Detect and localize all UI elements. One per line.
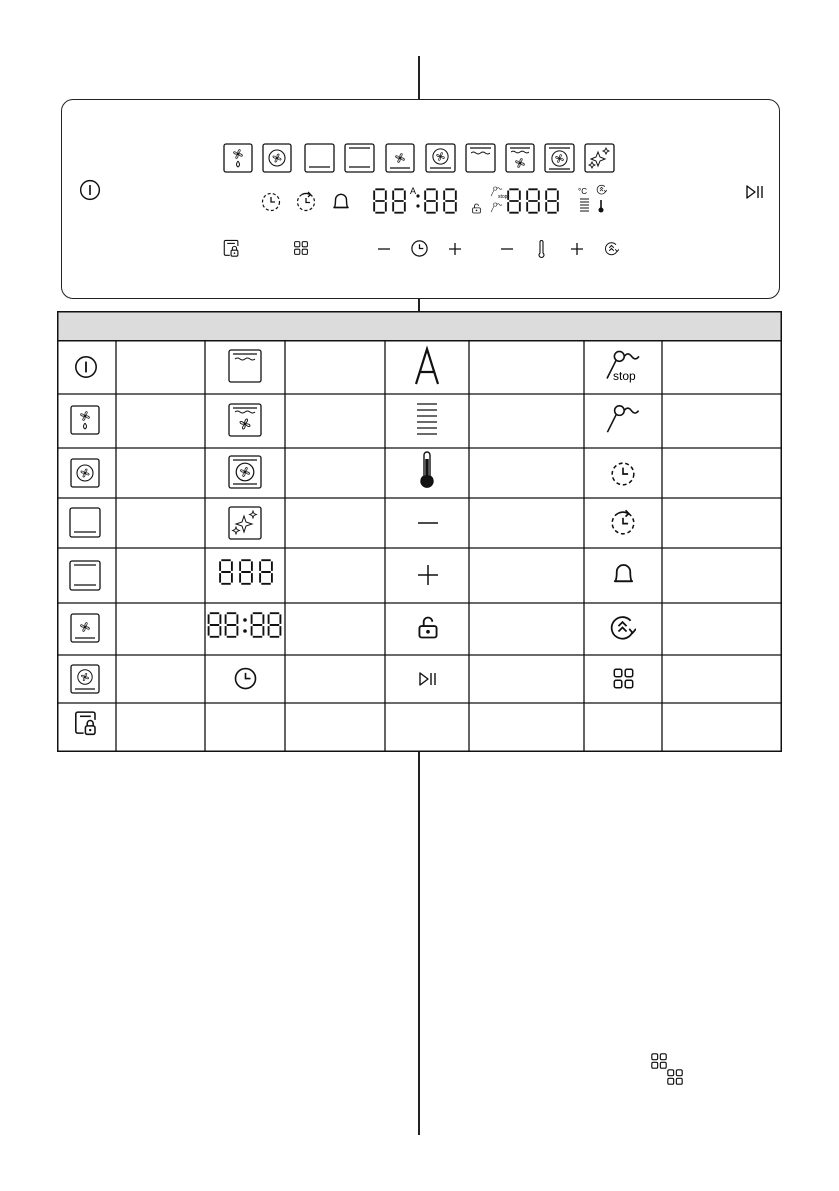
legend-stop-label: stop	[613, 369, 636, 383]
legend-probe-icon	[607, 406, 638, 432]
legend-drawing	[57, 311, 782, 752]
temp-plus-button[interactable]	[571, 243, 583, 255]
bell-indicator	[333, 194, 348, 207]
legend-unlock-icon	[419, 618, 436, 638]
thermometer-button[interactable]	[539, 241, 544, 258]
function-icons-row	[224, 144, 614, 172]
legend-auto-a-icon	[416, 349, 438, 384]
legend-top-bottom-heat-icon	[70, 561, 100, 590]
legend-time-display-icon	[209, 613, 281, 637]
time-plus-button[interactable]	[449, 243, 461, 255]
legend-clean-sparkle-icon	[229, 507, 261, 539]
thermometer-indicator	[599, 200, 604, 213]
legend-bell-icon	[614, 565, 633, 581]
legend-level-bars-icon	[417, 404, 437, 434]
legend-clock-icon	[236, 669, 256, 689]
legend-grill-icon	[229, 350, 261, 382]
duration-timer-indicator	[263, 194, 280, 211]
auto-indicator: A	[409, 186, 417, 196]
legend-plus-icon	[418, 565, 438, 585]
center-divider-top	[418, 56, 420, 99]
fan-drop-icon[interactable]	[224, 144, 252, 172]
legend-column-lines	[116, 341, 662, 752]
legend-grill-fan-icon	[229, 404, 261, 436]
child-lock-button[interactable]	[224, 240, 238, 256]
legend-ring-fan-bottom-icon	[71, 665, 99, 693]
multi-grid-icon	[650, 1052, 688, 1090]
lock-indicator	[473, 204, 481, 213]
legend-fan-drop-icon	[71, 406, 99, 434]
power-button[interactable]	[81, 181, 100, 200]
ring-fan-bottom-icon[interactable]	[426, 144, 455, 172]
level-bars-indicator	[580, 199, 589, 211]
center-divider-bottom	[418, 752, 420, 1135]
legend-body	[58, 341, 782, 752]
celsius-unit: °C	[578, 187, 587, 196]
legend-end-timer-icon	[612, 510, 634, 534]
legend-child-lock-icon	[76, 712, 95, 734]
legend-row-lines	[57, 394, 782, 703]
grill-ring-fan-icon[interactable]	[545, 144, 574, 172]
legend-three-digit-display-icon	[220, 560, 272, 584]
legend-play-pause-icon	[420, 673, 435, 685]
symbol-legend-table	[57, 311, 782, 752]
probe-indicator	[491, 203, 502, 212]
grill-icon[interactable]	[466, 144, 495, 172]
legend-menu-grid-icon	[614, 669, 632, 687]
top-bottom-heat-icon[interactable]	[345, 144, 374, 172]
clean-sparkle-icon[interactable]	[585, 144, 614, 172]
legend-fan-bottom-icon	[71, 614, 99, 642]
legend-bottom-heat-icon	[70, 508, 100, 537]
hotair-fan-icon[interactable]	[263, 144, 291, 172]
legend-grill-ring-fan-icon	[229, 456, 261, 488]
legend-hotair-fan-icon	[71, 459, 99, 487]
bottom-heat-icon[interactable]	[305, 144, 334, 172]
temperature-display	[508, 189, 558, 212]
legend-fast-heat-icon	[612, 617, 636, 639]
grill-fan-icon[interactable]	[506, 144, 534, 172]
end-timer-indicator	[298, 192, 315, 211]
legend-duration-timer-icon	[612, 463, 634, 485]
fast-heat-button[interactable]	[605, 243, 619, 255]
fan-bottom-icon[interactable]	[386, 144, 414, 172]
start-pause-button[interactable]	[747, 186, 762, 198]
legend-thermometer-full-icon	[421, 452, 433, 487]
legend-header	[58, 312, 782, 341]
stop-indicator-label: stop	[498, 194, 508, 200]
oven-control-panel	[61, 99, 780, 299]
fast-heat-indicator	[597, 185, 607, 194]
menu-button[interactable]	[295, 242, 308, 255]
legend-power-icon	[76, 357, 96, 377]
clock-button[interactable]	[412, 241, 427, 256]
panel-drawing	[62, 100, 779, 298]
